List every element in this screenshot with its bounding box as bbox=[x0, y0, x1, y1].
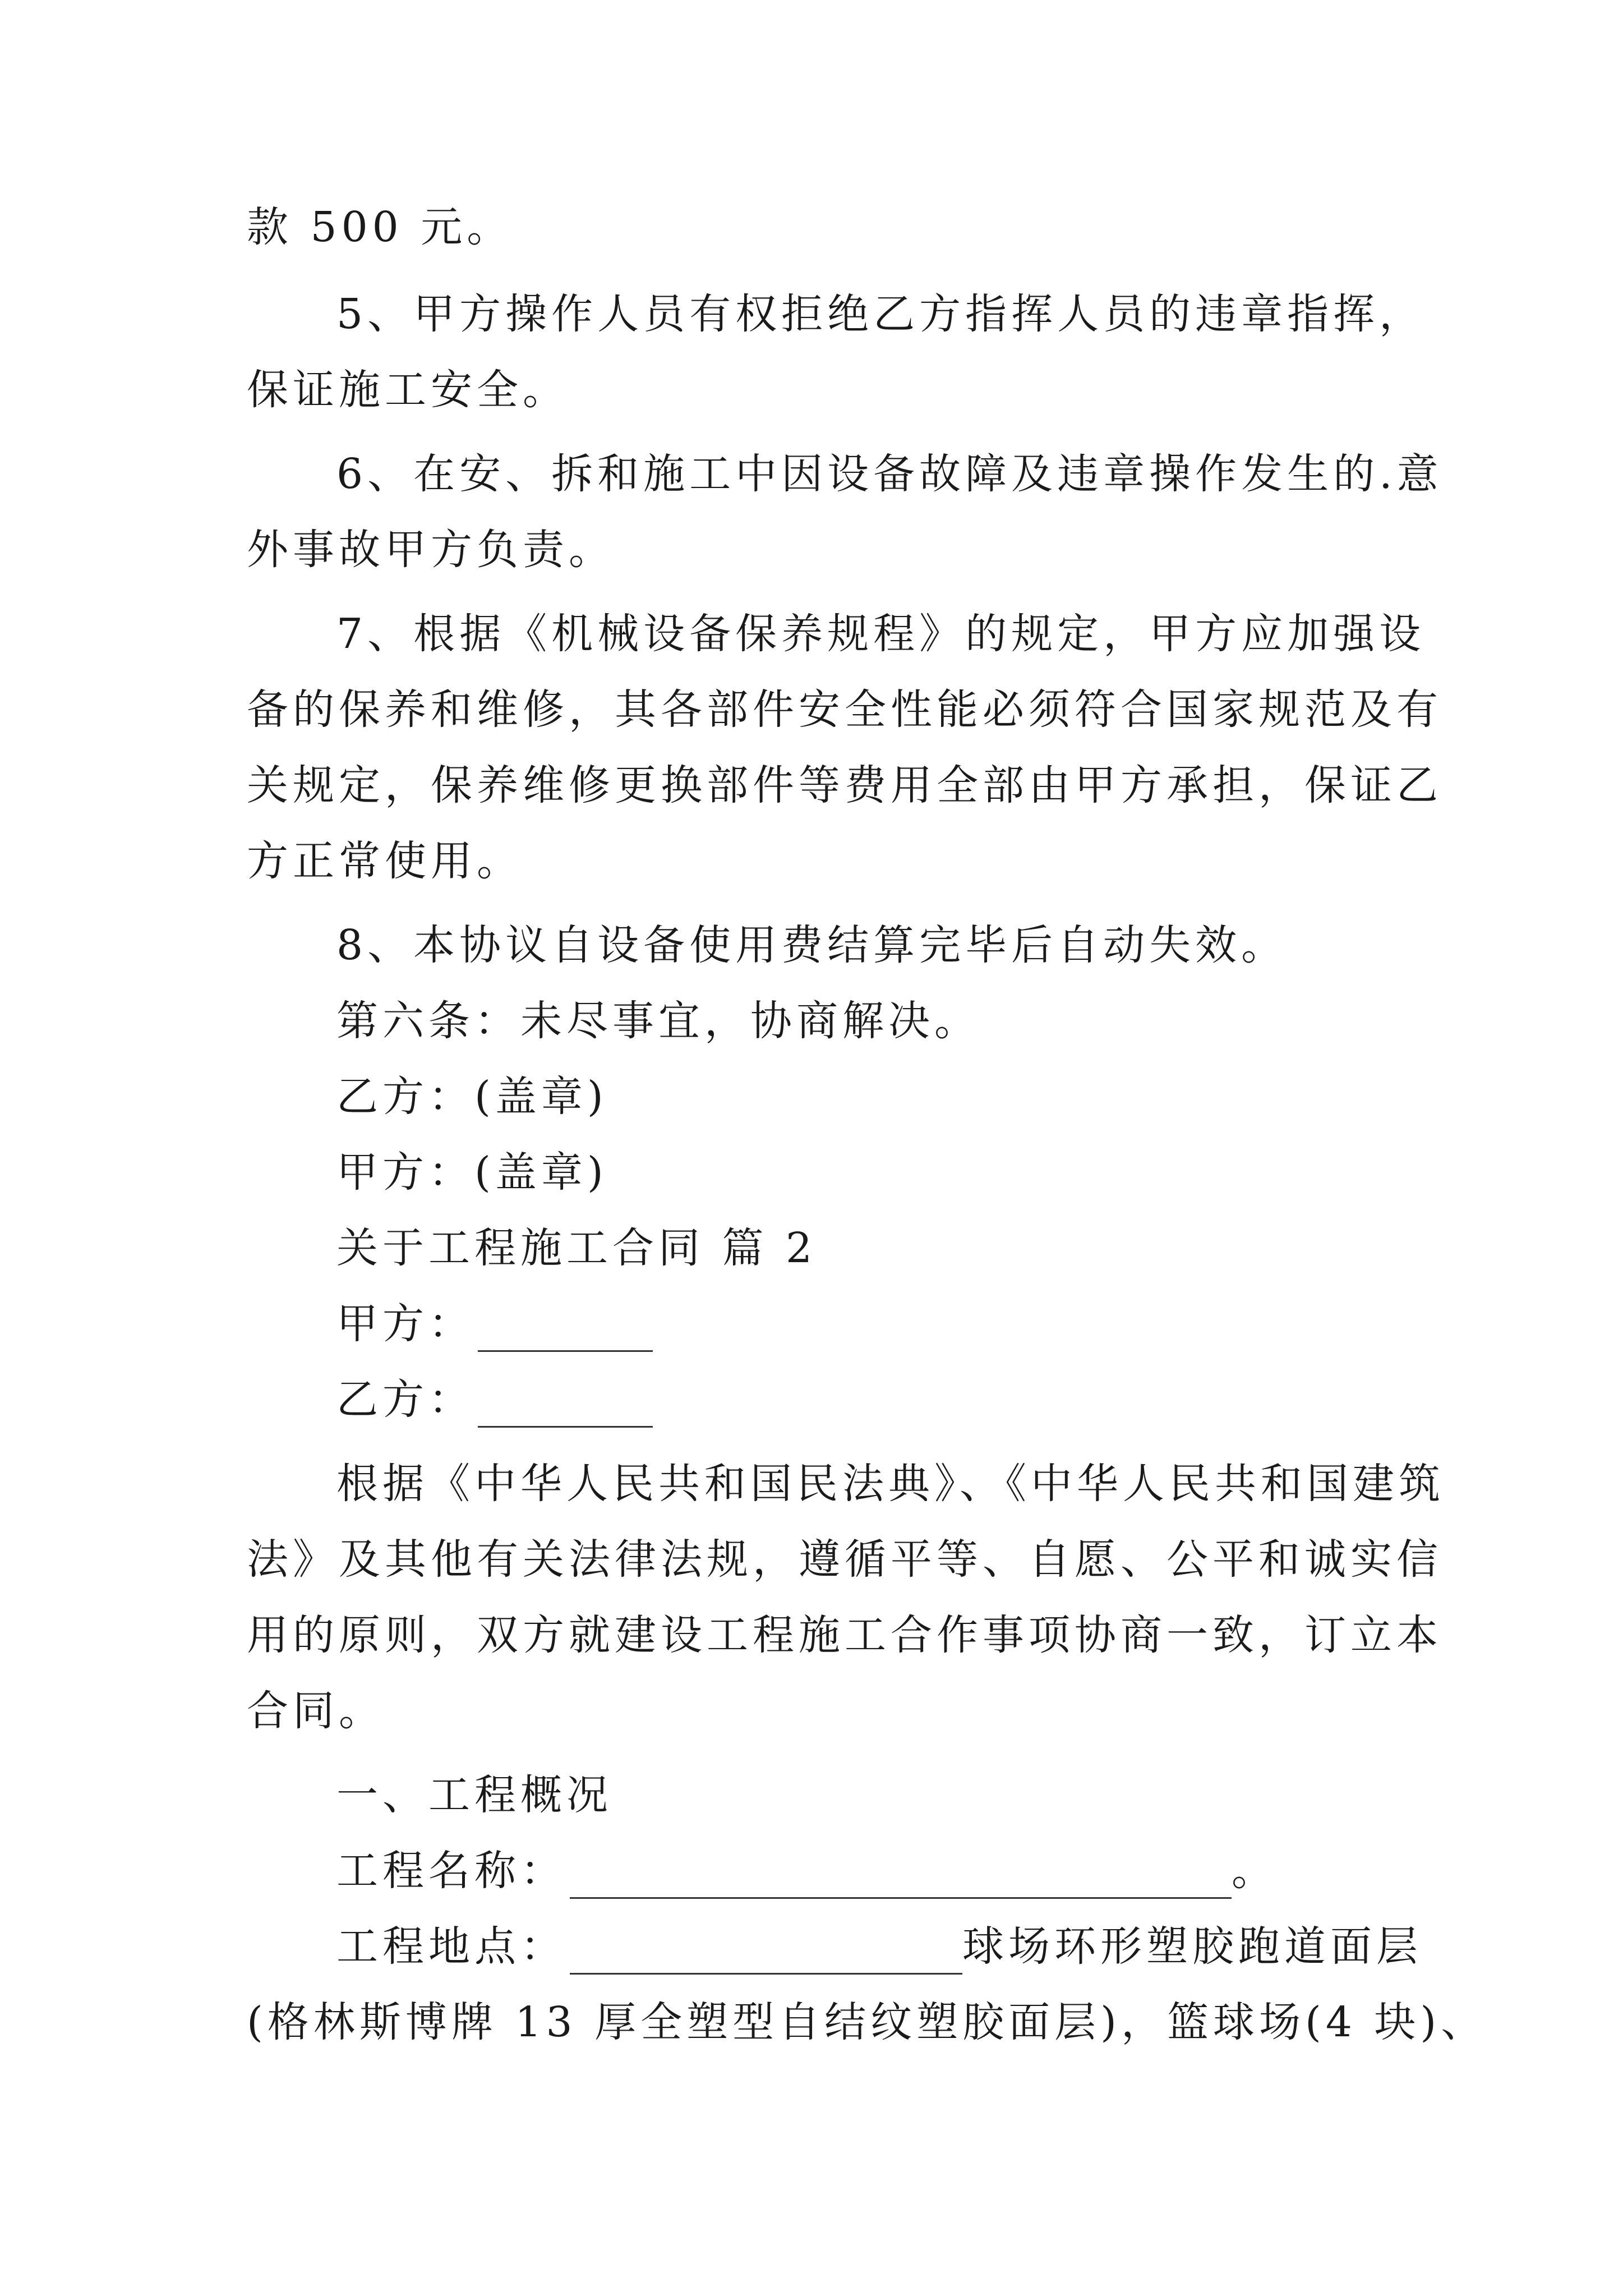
project-location-text: 球场环形塑胶跑道面层 bbox=[962, 1922, 1422, 1971]
party-b-line bbox=[336, 1372, 653, 1428]
clause-5-line-2: 保证施工安全。 bbox=[247, 366, 569, 414]
project-description-line: (格林斯博牌 13 厚全塑型自结纹塑胶面层)，篮球场(4 块)、 bbox=[247, 1998, 1487, 2046]
preamble-line-4: 合同。 bbox=[247, 1687, 385, 1735]
party-a-seal-line: 甲方：(盖章) bbox=[336, 1148, 608, 1197]
paragraph-line: 款 500 元。 bbox=[247, 203, 513, 251]
project-location-blank bbox=[570, 1934, 962, 1975]
project-name-line bbox=[336, 1843, 1278, 1899]
clause-7-line-2: 备的保养和维修，其各部件安全性能必须符合国家规范及有 bbox=[247, 685, 1442, 734]
preamble-line-2: 法》及其他有关法律法规，遵循平等、自愿、公平和诚实信 bbox=[247, 1535, 1442, 1584]
party-a-blank bbox=[478, 1311, 653, 1352]
project-location-line bbox=[336, 1918, 1422, 1975]
project-name-blank bbox=[570, 1858, 1232, 1899]
article-6-line: 第六条：未尽事宜，协商解决。 bbox=[336, 997, 980, 1045]
clause-6-line-1: 6、在安、拆和施工中因设备故障及违章操作发生的.意 bbox=[336, 450, 1443, 498]
clause-7-line-1: 7、根据《机械设备保养规程》的规定，甲方应加强设 bbox=[336, 610, 1426, 658]
clause-7-line-3: 关规定，保养维修更换部件等费用全部由甲方承担，保证乙 bbox=[247, 761, 1442, 809]
section-heading: 一、工程概况 bbox=[336, 1771, 612, 1819]
clause-6-line-2: 外事故甲方负责。 bbox=[247, 526, 615, 574]
party-a-label: 甲方： bbox=[336, 1300, 474, 1348]
party-b-seal-line: 乙方：(盖章) bbox=[336, 1073, 608, 1121]
party-a-line bbox=[336, 1296, 653, 1352]
project-name-end: 。 bbox=[1232, 1847, 1278, 1895]
section-title: 关于工程施工合同 篇 2 bbox=[336, 1224, 817, 1272]
project-name-label: 工程名称： bbox=[336, 1847, 566, 1895]
clause-8-line: 8、本协议自设备使用费结算完毕后自动失效。 bbox=[336, 921, 1288, 969]
clause-7-line-4: 方正常使用。 bbox=[247, 837, 523, 885]
project-location-label: 工程地点： bbox=[336, 1922, 566, 1971]
preamble-line-1: 根据《中华人民共和国民法典》、《中华人民共和国建筑 bbox=[336, 1460, 1445, 1508]
clause-5-line-1: 5、甲方操作人员有权拒绝乙方指挥人员的违章指挥， bbox=[336, 290, 1426, 338]
party-b-blank bbox=[478, 1387, 653, 1428]
preamble-line-3: 用的原则，双方就建设工程施工合作事项协商一致，订立本 bbox=[247, 1611, 1442, 1659]
party-b-label: 乙方： bbox=[336, 1375, 474, 1424]
